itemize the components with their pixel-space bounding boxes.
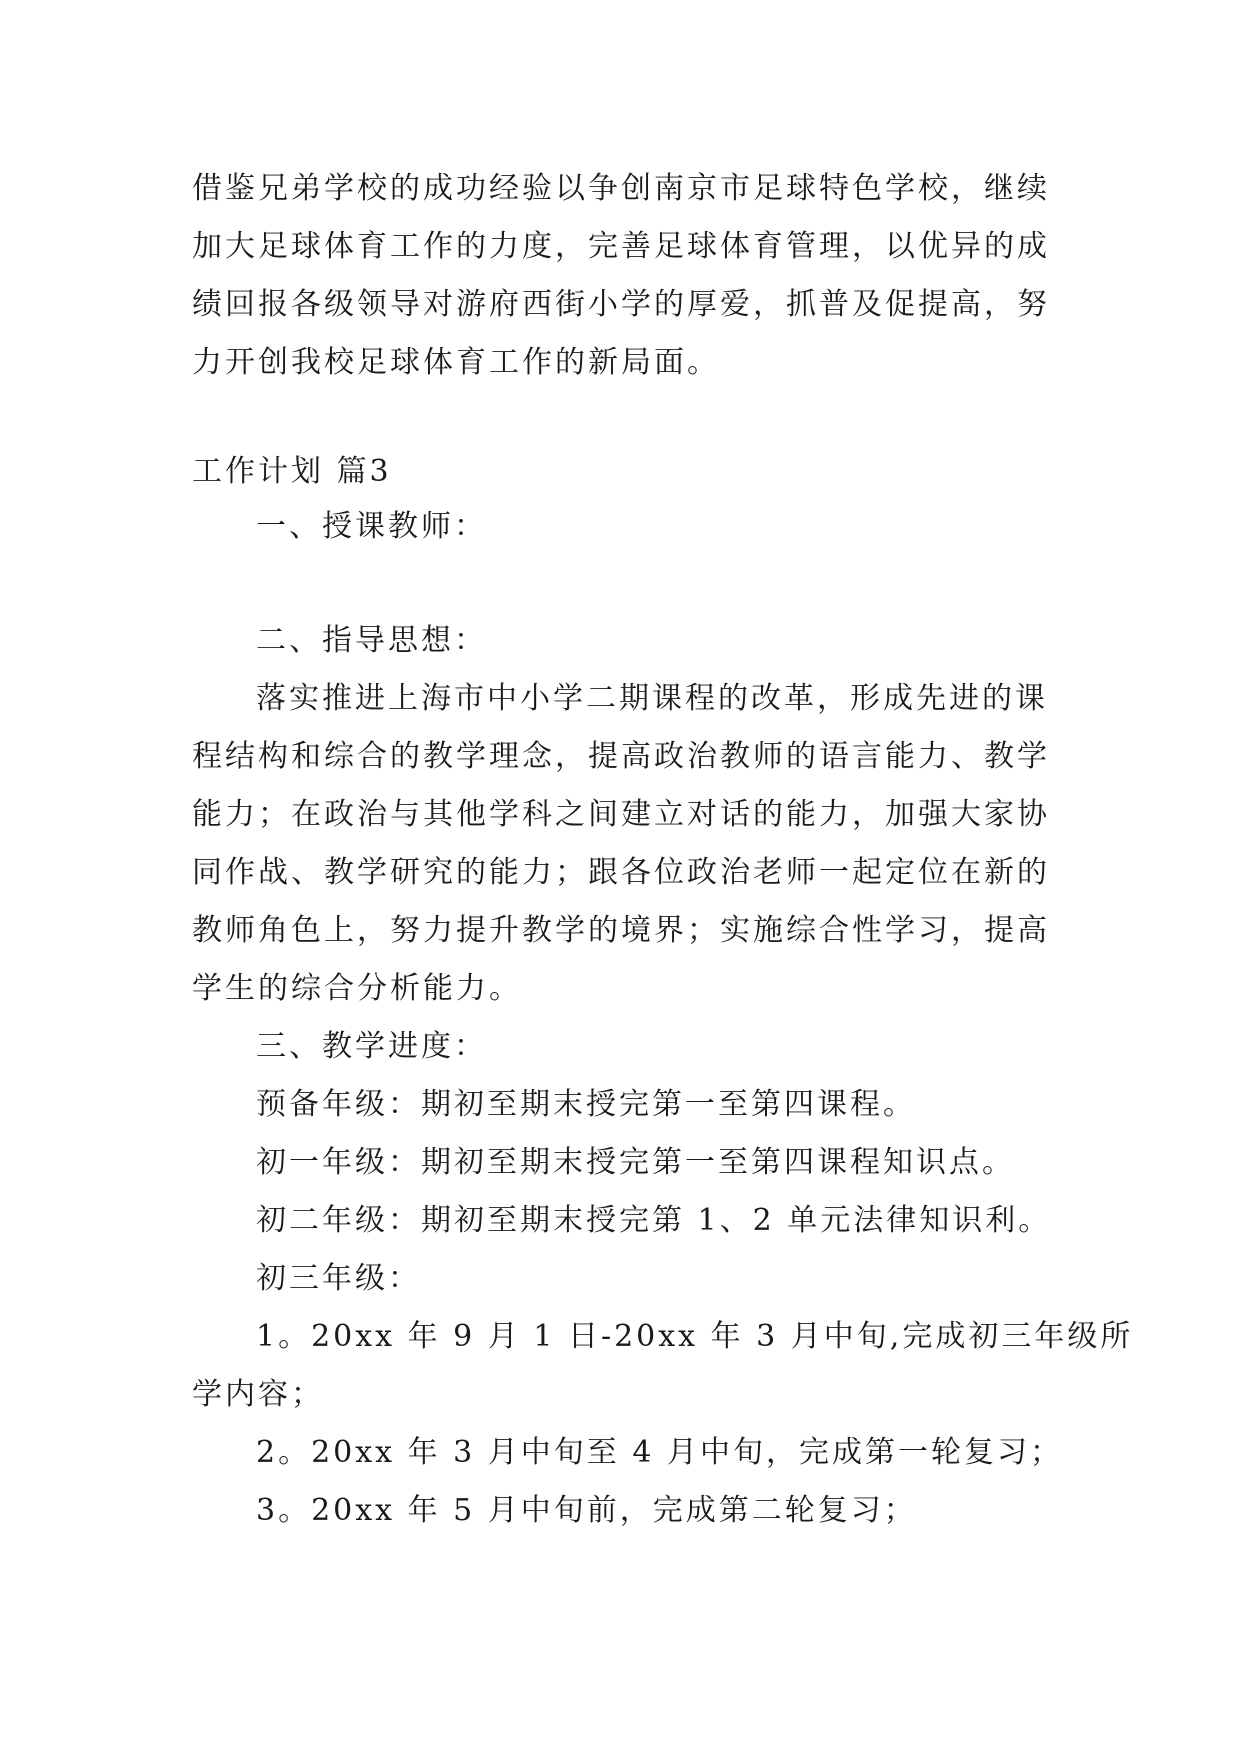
section-title: 工作计划 篇3: [192, 454, 392, 489]
guiding-line: 落实推进上海市中小学二期课程的改革，形成先进的课: [256, 681, 1048, 716]
paragraph-gap: [192, 392, 1052, 446]
schedule-item: 1。20xx 年 9 月 1 日-20xx 年 3 月中旬,完成初三年级所: [256, 1319, 1134, 1354]
progress-item: 初一年级：期初至期末授完第一至第四课程知识点。: [256, 1145, 1015, 1180]
progress-item: 初二年级：期初至期末授完第 1、2 单元法律知识利。: [256, 1203, 1052, 1238]
progress-item: 初三年级：: [256, 1261, 421, 1296]
document-page: [192, 160, 1134, 1540]
schedule-item-continuation: 学内容；: [192, 1377, 324, 1412]
progress-heading: 三、教学进度：: [256, 1029, 487, 1064]
schedule-item: 2。20xx 年 3 月中旬至 4 月中旬，完成第一轮复习；: [256, 1435, 1063, 1470]
progress-list: [192, 1076, 1052, 1308]
guiding-paragraph: [192, 670, 1052, 1018]
guiding-line: 学生的综合分析能力。: [192, 971, 522, 1006]
guiding-heading: 二、指导思想：: [256, 623, 487, 658]
guiding-line: 教师角色上，努力提升教学的境界；实施综合性学习，提高: [192, 913, 1050, 948]
intro-line: 加大足球体育工作的力度，完善足球体育管理，以优异的成: [192, 229, 1050, 264]
intro-line: 借鉴兄弟学校的成功经验以争创南京市足球特色学校，继续: [192, 171, 1050, 206]
guiding-line: 能力；在政治与其他学科之间建立对话的能力，加强大家协: [192, 797, 1050, 832]
progress-item: 预备年级：期初至期末授完第一至第四课程。: [256, 1087, 916, 1122]
guiding-line: 同作战、教学研究的能力；跟各位政治老师一起定位在新的: [192, 855, 1050, 890]
schedule-list: [192, 1308, 1134, 1540]
teacher-heading: 一、授课教师：: [256, 509, 487, 544]
intro-paragraph: [192, 160, 1052, 392]
paragraph-gap: [192, 556, 1052, 612]
schedule-item: 3。20xx 年 5 月中旬前，完成第二轮复习；: [256, 1493, 917, 1528]
intro-line: 力开创我校足球体育工作的新局面。: [192, 345, 720, 380]
intro-line: 绩回报各级领导对游府西街小学的厚爱，抓普及促提高，努: [192, 287, 1050, 322]
guiding-line: 程结构和综合的教学理念，提高政治教师的语言能力、教学: [192, 739, 1050, 774]
